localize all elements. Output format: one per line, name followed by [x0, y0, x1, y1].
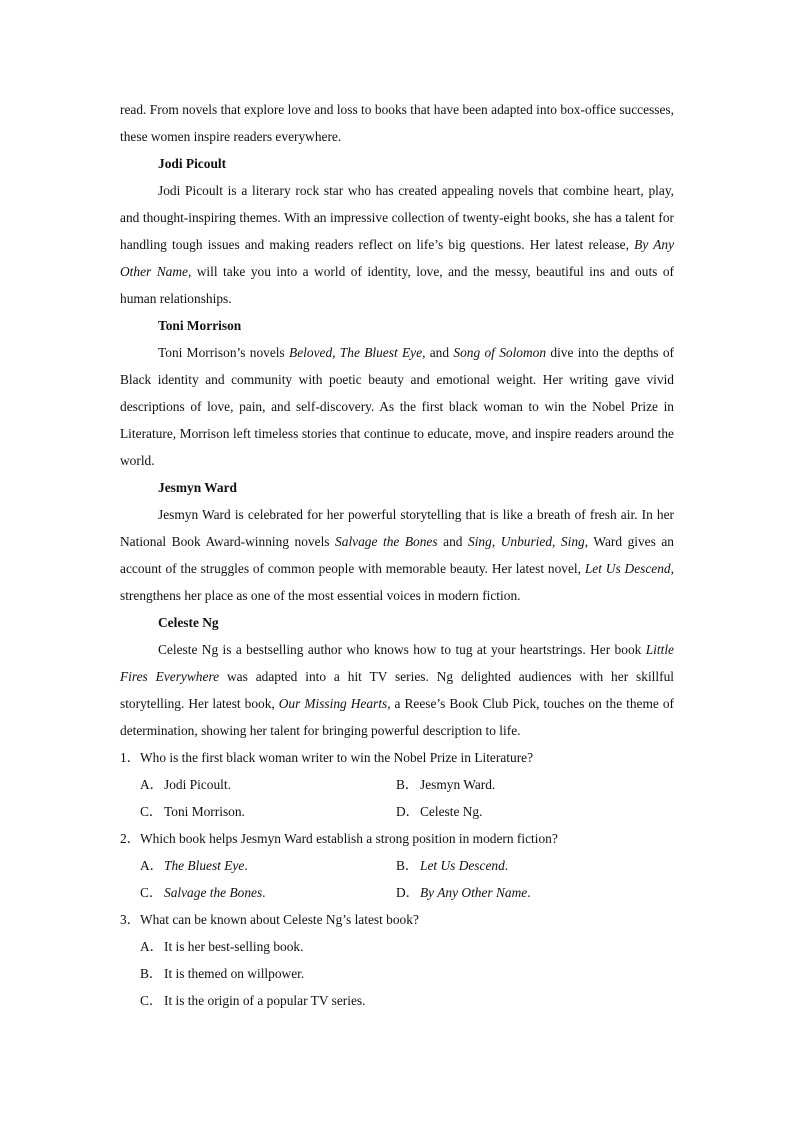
option-b[interactable]: [140, 960, 674, 987]
book-title: Unburied: [500, 534, 553, 549]
option-text: It is her best-selling book.: [164, 939, 304, 954]
option-letter: B．: [396, 777, 419, 792]
text-run: dive into the depths of Black identity and community with poetic beauty and emotional weight. Her writing gave vivid descriptions of love, pain, and self-discovery. As the first black woman to win the Nobel Prize in Literature, Morrison left timeless stories that continue to educate, move, and inspire readers around the world.: [120, 345, 674, 468]
book-title: By Any Other Name: [120, 237, 675, 279]
option-tail: .: [244, 858, 248, 873]
question-text: Which book helps Jesmyn Ward establish a strong position in modern fiction?: [140, 831, 558, 846]
text-run: , a Reese’s Book Club Pick, touches on the theme of determination, showing her talent for bringing powerful description to life.: [120, 696, 674, 738]
option-text: It is themed on willpower.: [164, 966, 305, 981]
option-c[interactable]: [140, 798, 396, 825]
option-d[interactable]: [396, 879, 674, 906]
option-text: Jodi Picoult.: [164, 777, 231, 792]
option-letter: A．: [140, 858, 164, 873]
book-title: Salvage the Bones: [335, 534, 438, 549]
option-c[interactable]: [140, 879, 396, 906]
option-letter: C．: [140, 993, 163, 1008]
option-a[interactable]: [140, 933, 674, 960]
option-tail: .: [262, 885, 266, 900]
option-text: It is the origin of a popular TV series.: [164, 993, 366, 1008]
text-run: Celeste Ng is a bestselling author who knows how to tug at your heartstrings. Her book: [158, 642, 646, 657]
text-run: , strengthens her place as one of the most essential voices in modern fiction.: [120, 561, 674, 603]
question-number: 2．: [120, 831, 141, 846]
option-b[interactable]: [396, 852, 674, 879]
book-title: Sing: [468, 534, 492, 549]
question-number: 1．: [120, 750, 141, 765]
document-page: [120, 96, 674, 1014]
author-paragraph-toni-morrison: [120, 339, 674, 474]
question-number: 3．: [120, 912, 141, 927]
option-text: Jesmyn Ward.: [420, 777, 496, 792]
author-heading-celeste-ng: Celeste Ng: [158, 615, 219, 630]
text-run: , and: [422, 345, 454, 360]
question-text: Who is the first black woman writer to win the Nobel Prize in Literature?: [140, 750, 534, 765]
intro-paragraph: read. From novels that explore love and loss to books that have been adapted into box-office successes, these women inspire readers everywhere.: [120, 102, 674, 144]
option-text: [420, 879, 531, 906]
option-c[interactable]: [140, 987, 674, 1014]
book-title: The Bluest Eye: [164, 858, 245, 873]
option-text: [420, 852, 508, 879]
author-paragraph-jesmyn-ward: [120, 501, 674, 609]
option-tail: .: [504, 858, 509, 873]
author-paragraph-jodi-picoult: [120, 177, 674, 312]
book-title: Sing: [560, 534, 585, 549]
option-b[interactable]: [396, 771, 674, 798]
text-run: Jodi Picoult is a literary rock star who has created appealing novels that combine heart, play, and thought-inspiring themes. With an impressive collection of twenty-eight books, she has a talent for handling tough issues and making readers reflect on life’s big questions. Her latest release,: [120, 183, 674, 252]
author-heading-jodi-picoult: Jodi Picoult: [158, 156, 227, 171]
option-letter: A．: [140, 777, 164, 792]
option-text: Celeste Ng.: [420, 804, 483, 819]
option-letter: B．: [140, 966, 163, 981]
option-letter: D．: [396, 804, 420, 819]
text-run: , will take you into a world of identity, love, and the messy, beautiful ins and outs of human relationships.: [120, 264, 674, 306]
option-a[interactable]: [140, 852, 396, 879]
question-2: [120, 825, 674, 852]
question-1-options: [120, 771, 674, 825]
text-run: ,: [491, 534, 501, 549]
option-tail: .: [527, 885, 531, 900]
text-run: Toni Morrison’s novels: [158, 345, 290, 360]
book-title: By Any Other Name: [420, 885, 528, 900]
text-run: Jesmyn Ward is celebrated for her powerful storytelling that is like a breath of fresh air. In her National Book Award-winning novels: [120, 507, 674, 549]
option-a[interactable]: [140, 771, 396, 798]
option-text: [164, 879, 266, 906]
book-title: Beloved, The Bluest Eye: [289, 345, 423, 360]
text-run: and: [437, 534, 468, 549]
option-d[interactable]: [396, 798, 674, 825]
book-title: Little Fires Everywhere: [120, 642, 674, 684]
option-text: [164, 852, 248, 879]
book-title: Let Us Descend: [584, 561, 671, 576]
option-text: Toni Morrison.: [164, 804, 245, 819]
author-heading-toni-morrison: Toni Morrison: [158, 318, 242, 333]
book-title: Salvage the Bones: [164, 885, 263, 900]
text-run: , Ward gives an account of the struggles of common people with memorable beauty. Her latest novel,: [120, 534, 675, 576]
text-run: ,: [552, 534, 561, 549]
option-letter: D．: [396, 885, 420, 900]
option-letter: C．: [140, 885, 163, 900]
text-run: was adapted into a hit TV series. Ng delighted audiences with her skillful storytelling. Her latest book,: [120, 669, 674, 711]
book-title: Let Us Descend: [420, 858, 505, 873]
question-2-options: [120, 852, 674, 906]
book-title: Song of Solomon: [453, 345, 547, 360]
author-heading-jesmyn-ward: Jesmyn Ward: [158, 480, 237, 495]
option-letter: A．: [140, 939, 164, 954]
question-3-options: [120, 933, 674, 1014]
question-text: What can be known about Celeste Ng’s latest book?: [140, 912, 419, 927]
option-letter: B．: [396, 858, 419, 873]
author-paragraph-celeste-ng: [120, 636, 674, 744]
book-title: Our Missing Hearts: [278, 696, 388, 711]
option-letter: C．: [140, 804, 163, 819]
question-1: [120, 744, 674, 771]
question-3: [120, 906, 674, 933]
